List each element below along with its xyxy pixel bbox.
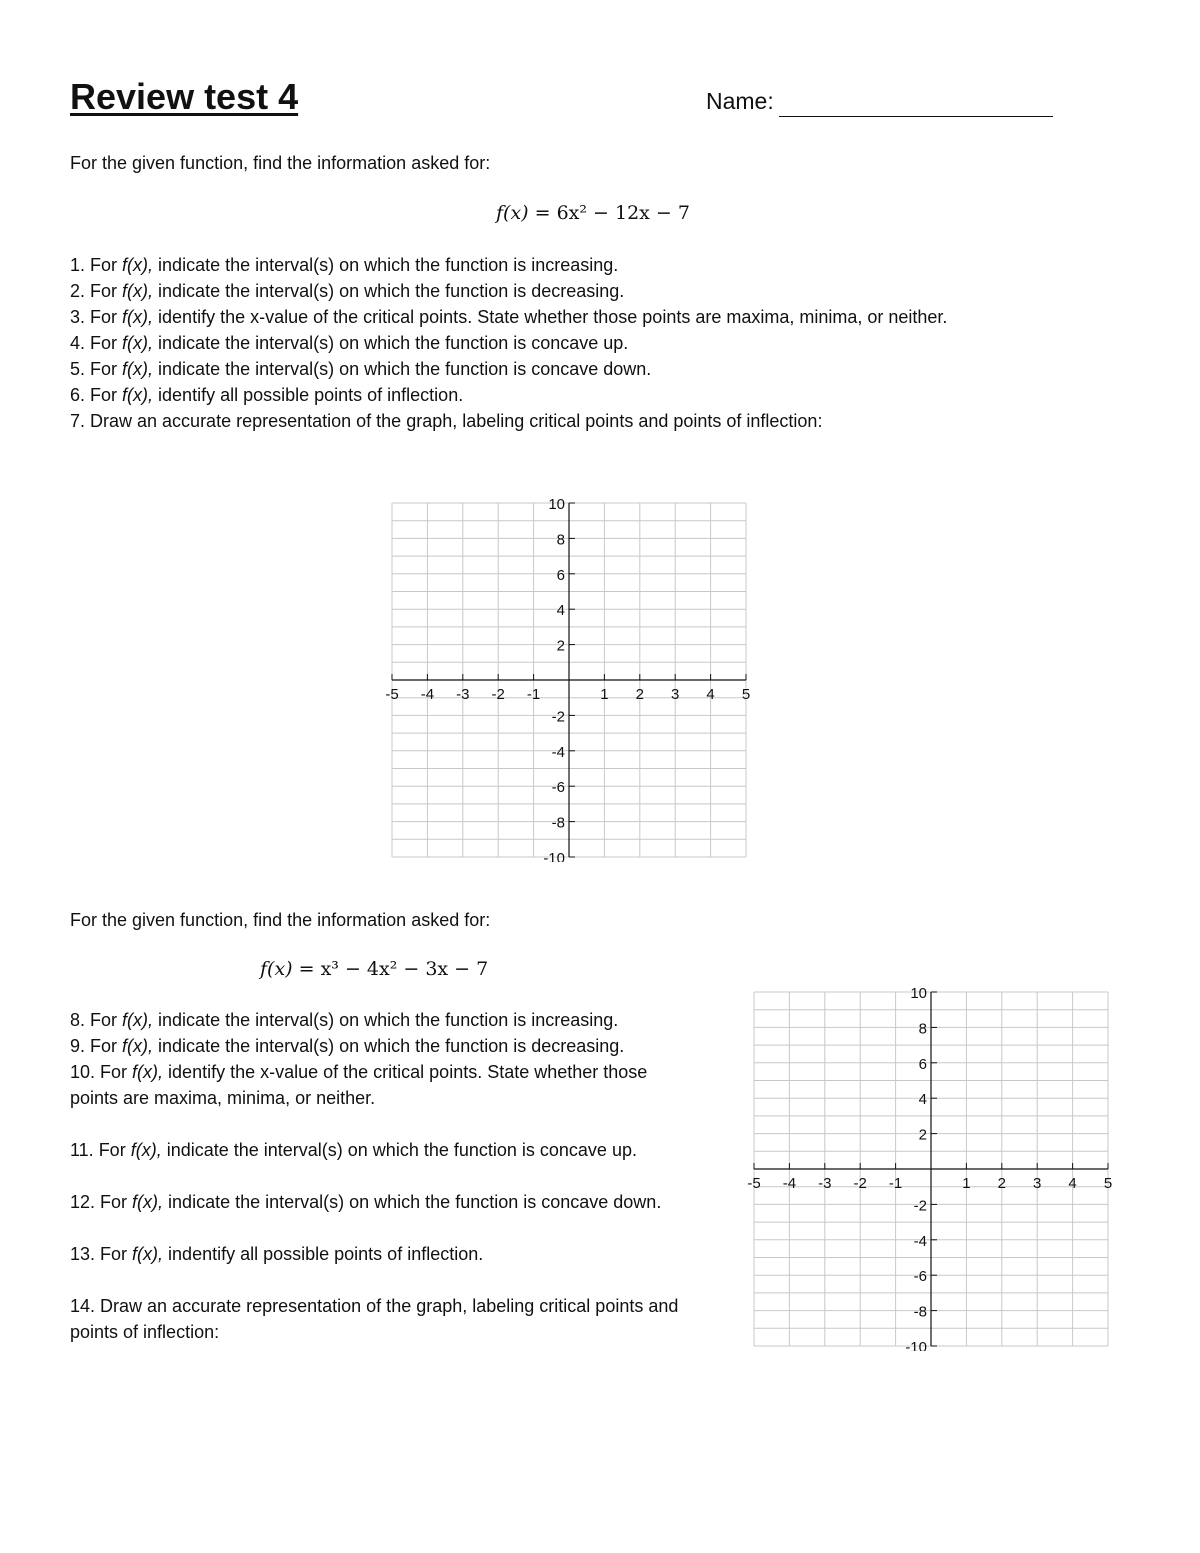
graph1-x-tick-label: -3 — [456, 686, 470, 703]
question-5: 5. For f(x), indicate the interval(s) on which the function is concave down. — [70, 359, 652, 379]
graph2-y-tick-label: -10 — [905, 1339, 927, 1351]
graph2-y-tick-label: -8 — [913, 1303, 927, 1321]
graph1-y-tick-label: -8 — [551, 814, 565, 832]
graph1-y-tick-label: -10 — [543, 850, 565, 862]
section2-formula-fx: f(x) — [260, 958, 293, 980]
graph1-x-tick-label: -5 — [385, 686, 399, 703]
graph2-x-tick-label: 1 — [962, 1175, 971, 1192]
section1-formula-fx: f(x) — [496, 202, 529, 224]
coordinate-grid-1[interactable] — [378, 490, 758, 862]
graph1-x-tick-label: 2 — [635, 686, 644, 703]
section2-formula-rhs: = x³ − 4x² − 3x − 7 — [292, 958, 489, 980]
graph1-y-tick-label: 8 — [556, 531, 565, 549]
question-13: 13. For f(x), indentify all possible points of inflection. — [70, 1244, 484, 1264]
question-6: 6. For f(x), identify all possible points of inflection. — [70, 385, 464, 405]
question-2: 2. For f(x), indicate the interval(s) on which the function is decreasing. — [70, 281, 625, 301]
section2-formula — [260, 958, 488, 980]
question-11: 11. For f(x), indicate the interval(s) on which the function is concave up. — [70, 1140, 637, 1160]
question-8: 8. For f(x), indicate the interval(s) on which the function is increasing. — [70, 1010, 619, 1030]
graph2-x-tick-label: 4 — [1068, 1175, 1077, 1192]
coordinate-grid-2[interactable] — [740, 979, 1120, 1351]
graph2-y-tick-label: 6 — [918, 1055, 927, 1073]
graph1-y-tick-label: 10 — [548, 496, 565, 513]
section2-intro: For the given function, find the information asked for: — [70, 910, 491, 930]
graph2-x-tick-label: 5 — [1103, 1175, 1113, 1192]
question-3: 3. For f(x), identify the x-value of the critical points. State whether those points are maxima, minima, or neither. — [70, 307, 948, 327]
graph2-y-tick-label: -4 — [913, 1232, 927, 1250]
page-title: Review test 4 — [70, 76, 299, 117]
graph2-x-tick-label: -5 — [747, 1175, 761, 1192]
graph2-y-tick-label: -6 — [913, 1268, 927, 1286]
graph2-x-tick-label: 3 — [1033, 1175, 1042, 1192]
section1-intro: For the given function, find the information asked for: — [70, 153, 491, 173]
graph2-x-tick-label: -3 — [818, 1175, 832, 1192]
question-14: 14. Draw an accurate representation of the graph, labeling critical points and points of inflection: — [70, 1296, 679, 1342]
graph1-y-tick-label: 2 — [556, 637, 565, 655]
question-10: 10. For f(x), identify the x-value of the critical points. State whether those points are maxima, minima, or neither. — [70, 1062, 648, 1108]
graph1-y-tick-label: -4 — [551, 743, 565, 761]
graph2-x-tick-label: -2 — [853, 1175, 867, 1192]
question-4: 4. For f(x), indicate the interval(s) on which the function is concave up. — [70, 333, 629, 353]
graph2-y-tick-label: 8 — [918, 1020, 927, 1038]
name-field-line[interactable] — [779, 116, 1053, 117]
graph1-x-tick-label: 5 — [741, 686, 751, 703]
graph1-x-tick-label: 4 — [706, 686, 715, 703]
graph2-y-tick-label: 4 — [918, 1091, 927, 1109]
graph1-x-tick-label: -1 — [526, 686, 541, 703]
question-9: 9. For f(x), indicate the interval(s) on which the function is decreasing. — [70, 1036, 625, 1056]
graph1-y-tick-label: -2 — [551, 708, 565, 726]
section1-question-list — [70, 252, 1150, 434]
graph2-y-tick-label: -2 — [913, 1197, 927, 1215]
question-1: 1. For f(x), indicate the interval(s) on which the function is increasing. — [70, 255, 619, 275]
graph1-x-tick-label: -4 — [420, 686, 435, 703]
graph2-y-tick-label: 10 — [910, 985, 927, 1002]
graph1-x-tick-label: 3 — [671, 686, 680, 703]
question-7: 7. Draw an accurate representation of the graph, labeling critical points and points of inflection: — [70, 411, 823, 431]
graph1-y-tick-label: 4 — [556, 602, 565, 620]
name-label: Name: — [706, 88, 774, 114]
graph1-x-tick-label: 1 — [600, 686, 609, 703]
graph1-y-tick-label: 6 — [556, 566, 565, 584]
question-12: 12. For f(x), indicate the interval(s) on which the function is concave down. — [70, 1192, 662, 1212]
graph1-x-tick-label: -2 — [491, 686, 505, 703]
section1-formula-rhs: = 6x² − 12x − 7 — [528, 202, 690, 224]
section1-formula — [496, 202, 690, 224]
graph2-y-tick-label: 2 — [918, 1126, 927, 1144]
graph2-x-tick-label: 2 — [997, 1175, 1006, 1192]
graph2-x-tick-label: -4 — [782, 1175, 797, 1192]
graph1-y-tick-label: -6 — [551, 779, 565, 797]
graph2-x-tick-label: -1 — [888, 1175, 903, 1192]
section2-question-list — [70, 1007, 690, 1345]
